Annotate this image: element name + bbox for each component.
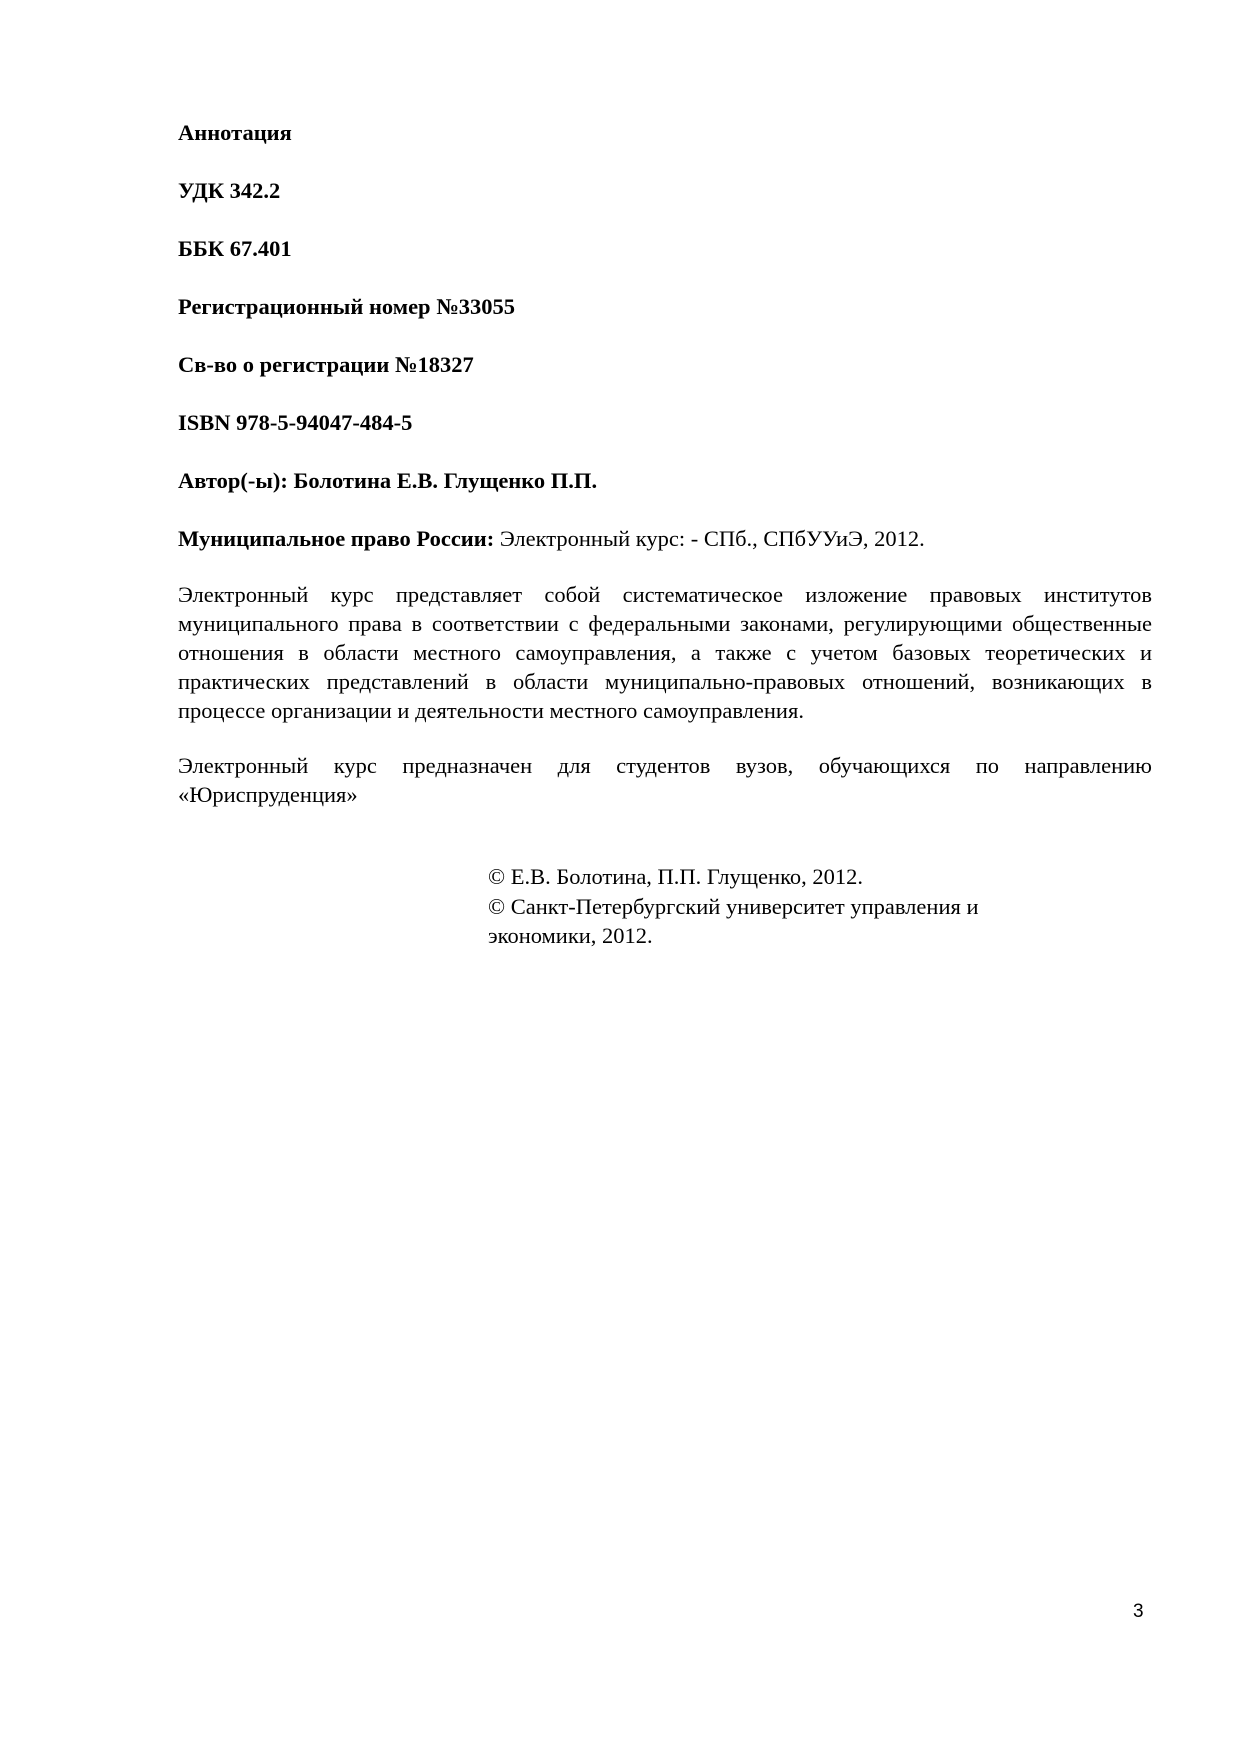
page-number: 3	[1133, 1601, 1144, 1622]
description-paragraph: Электронный курс представляет собой систематическое изложение правовых институтов муниципального права в соответствии с федеральными законами, регулирующими общественные отношения в области местного самоуправления, а также с учетом базовых теоретических и практических представлений в области муниципально-правовых отношений, возникающих в процессе организации и деятельности местного самоуправления.	[178, 582, 1152, 723]
annotation-block	[178, 118, 1152, 835]
course-title: Муниципальное право России:	[178, 526, 495, 551]
bibliographic-title	[178, 524, 1152, 554]
audience-paragraph: Электронный курс предназначен для студентов вузов, обучающихся по направлению «Юриспруденция»	[178, 753, 1152, 807]
copyright-block	[488, 862, 1108, 951]
isbn: ISBN 978-5-94047-484-5	[178, 410, 413, 435]
authors: Автор(-ы): Болотина Е.В. Глущенко П.П.	[178, 468, 598, 493]
course-publication: Электронный курс: - СПб., СПбУУиЭ, 2012.	[494, 526, 925, 551]
bbk-code: ББК 67.401	[178, 236, 292, 261]
udc-code: УДК 342.2	[178, 178, 281, 203]
copyright-university: © Санкт-Петербургский университет управления и	[488, 893, 979, 919]
copyright-authors: © Е.В. Болотина, П.П. Глущенко, 2012.	[488, 864, 863, 889]
annotation-heading: Аннотация	[178, 120, 292, 145]
copyright-university-cont: экономики, 2012.	[488, 923, 653, 948]
registration-certificate: Св-во о регистрации №18327	[178, 352, 474, 377]
registration-number: Регистрационный номер №33055	[178, 294, 516, 319]
